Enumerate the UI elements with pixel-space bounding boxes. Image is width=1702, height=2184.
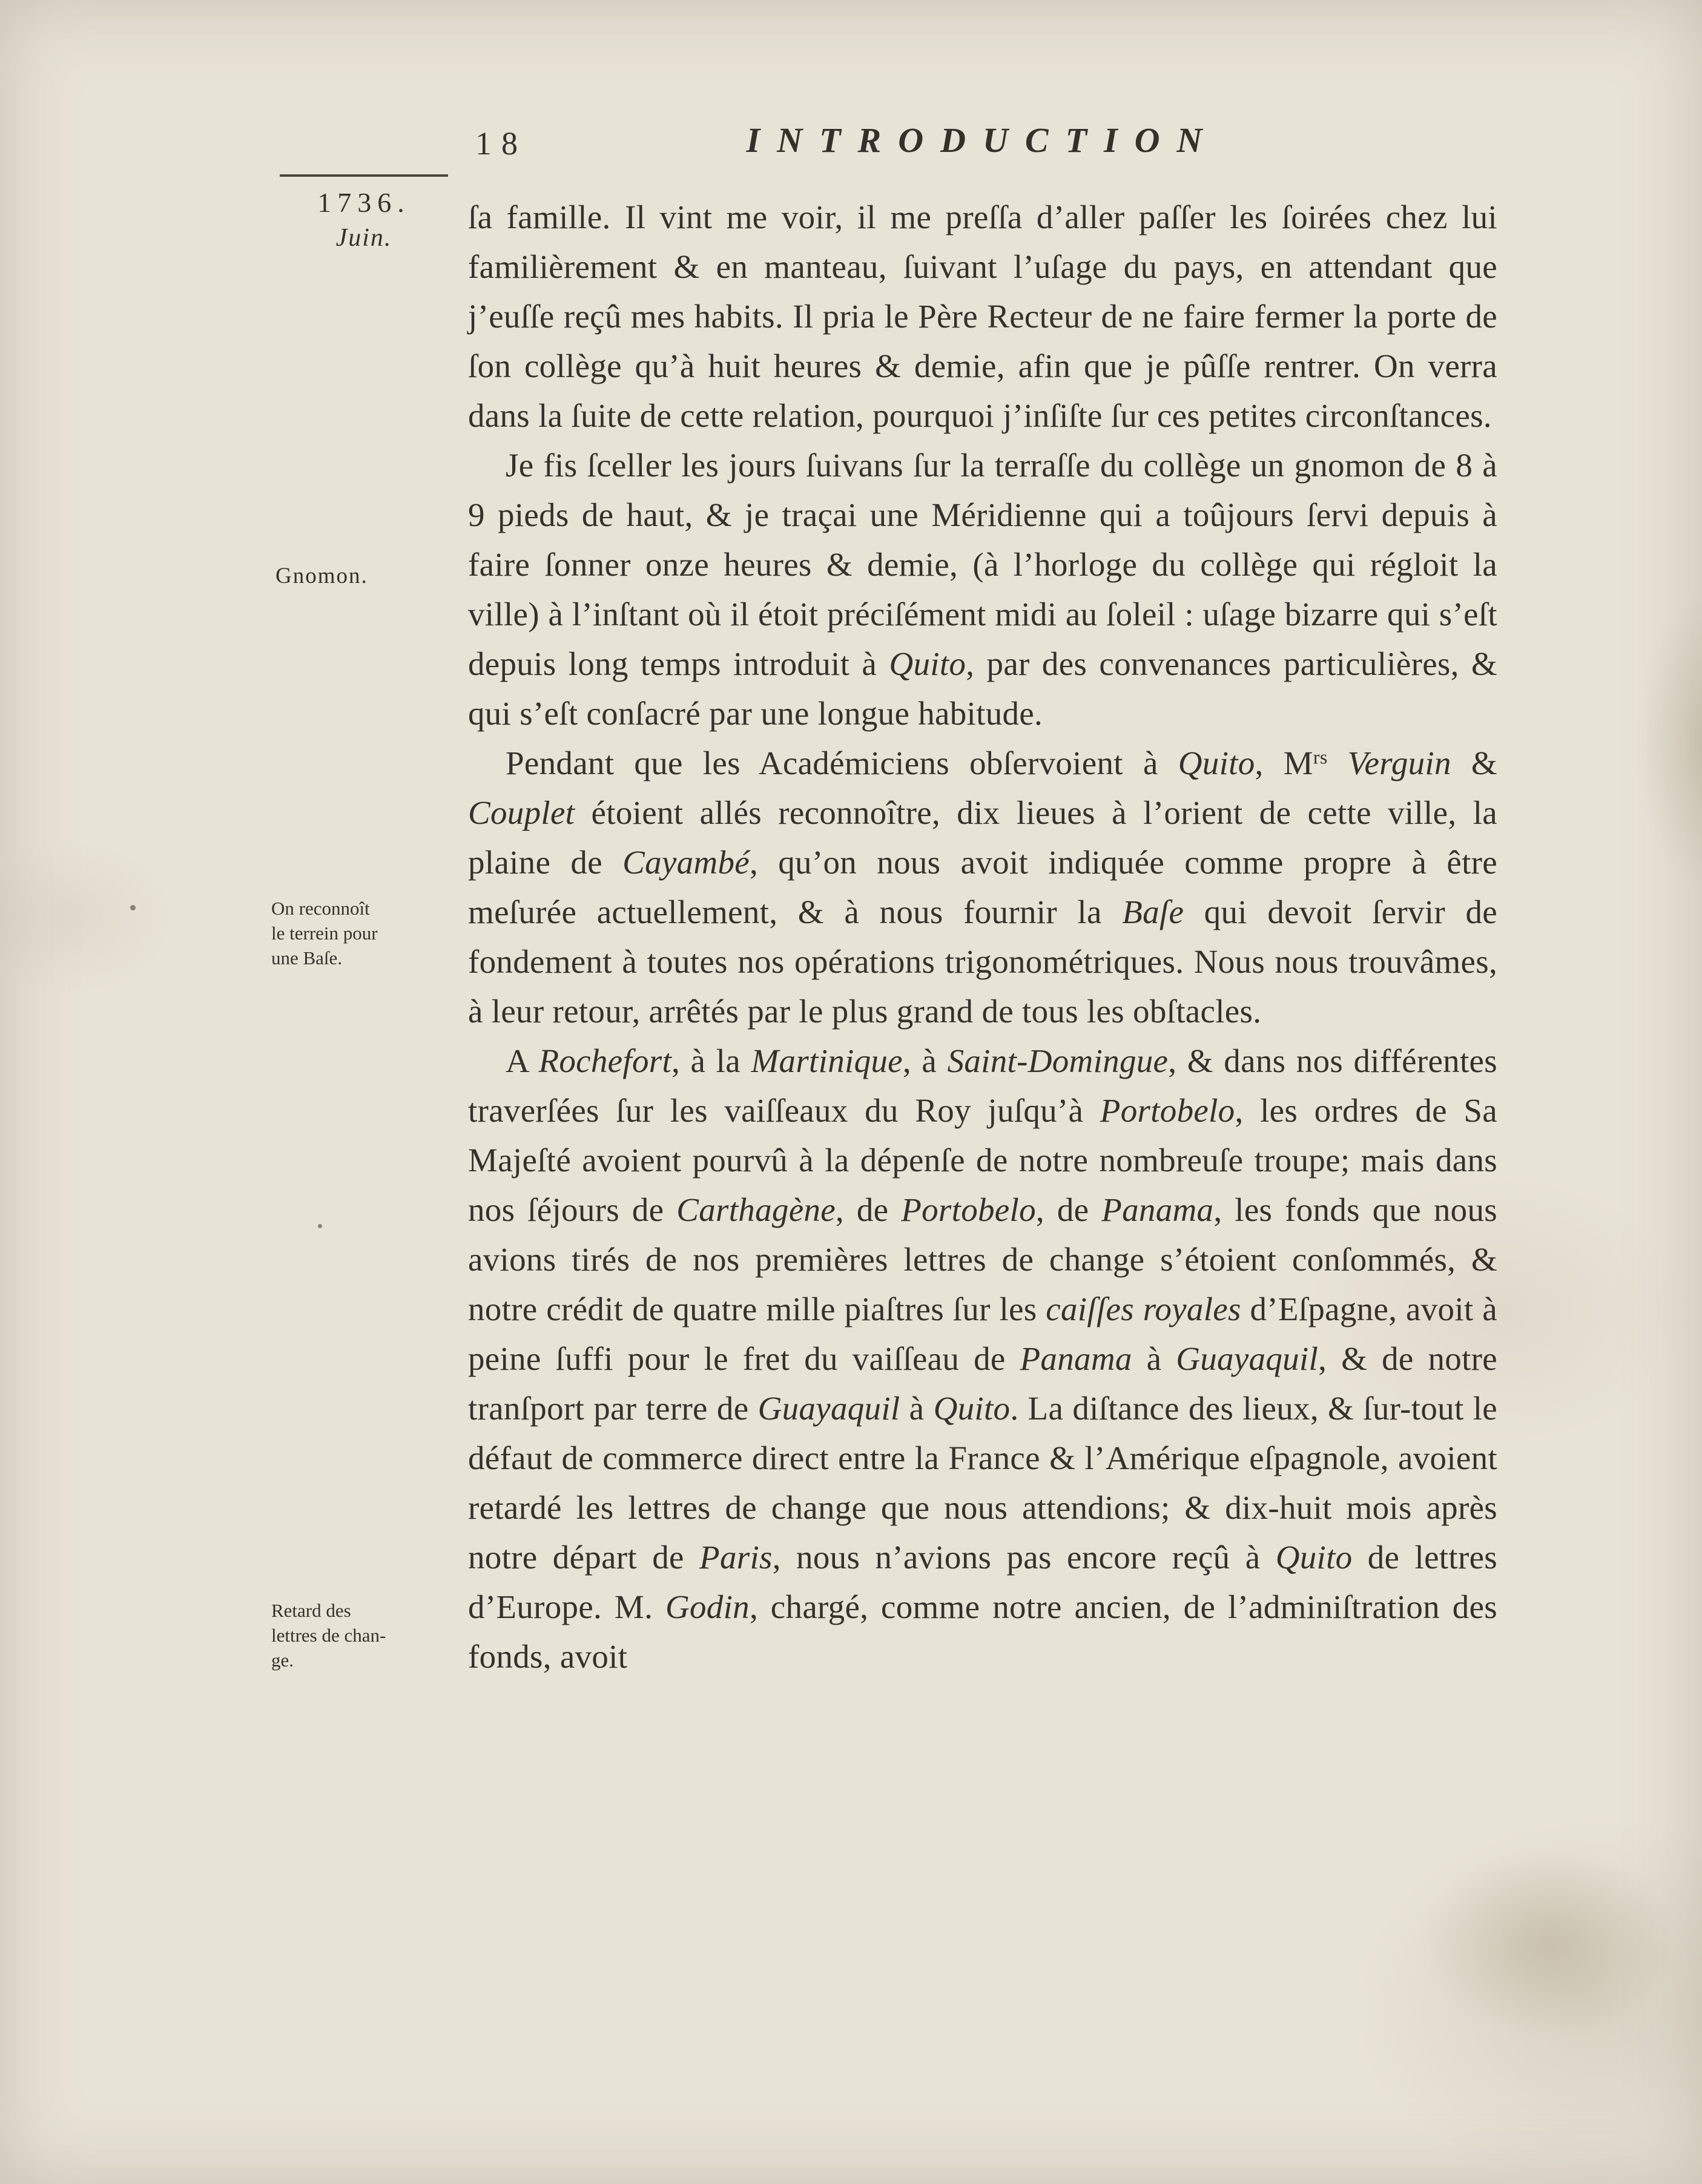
text-run: , les ordres de Sa Majeſté avoient pourvû à la dépenſe de notre nombreuſe troupe; mais dans nos ſéjours de <box>468 1092 1498 1228</box>
italic-text: Rochefort <box>538 1042 672 1079</box>
italic-text: caiſſes royales <box>1046 1291 1241 1327</box>
italic-text: Guayaquil <box>757 1390 900 1427</box>
text-run <box>1328 745 1348 781</box>
italic-text: Martinique <box>751 1042 903 1079</box>
italic-text: Portobelo <box>901 1191 1036 1228</box>
margin-note-base-line2: le terrein pour <box>271 923 378 944</box>
margin-note-year: 1736. <box>317 187 411 218</box>
paragraph <box>468 738 1497 1036</box>
italic-text: Quito <box>933 1390 1011 1427</box>
italic-text: Verguin <box>1347 745 1451 781</box>
italic-text: Panama <box>1020 1340 1132 1377</box>
text-run: , & de notre tranſport par terre de <box>468 1340 1497 1427</box>
text-run: , de <box>1035 1191 1102 1228</box>
text-run: , nous n’avions pas encore reçû à <box>772 1539 1276 1576</box>
paper-speck <box>130 905 136 910</box>
text-run: étoient allés reconnoître, dix lieues à l’orient de cette ville, la plaine de <box>468 794 1497 881</box>
margin-note-gnomon: Gnomon. <box>275 564 368 588</box>
margin-note-date <box>280 174 448 252</box>
margin-note-month: Juin. <box>335 224 392 252</box>
text-run: qui devoit ſervir de fondement à toutes nos opérations trigonométriques. Nous nous trouvâmes, à leur retour, arrêtés par le plus grand de tous les obſtacles. <box>468 893 1497 1030</box>
text-run: , à la <box>671 1042 751 1079</box>
italic-text: Cayambé <box>622 844 750 881</box>
italic-text: Couplet <box>468 794 575 831</box>
italic-text: Baſe <box>1122 893 1184 930</box>
italic-text: Guayaquil <box>1176 1340 1319 1377</box>
margin-note-retard <box>271 1598 459 1673</box>
text-run: , de <box>835 1191 902 1228</box>
text-run: . La diſtance des lieux, & ſur-tout le défaut de commerce direct entre la France & l’Amérique eſpagnole, avoient retardé les lettres de change que nous attendions; & dix-huit mois après notre départ de <box>468 1390 1497 1576</box>
text-run: , qu’on nous avoit indiquée comme propre à être meſurée actuellement, & à nous fournir la <box>468 844 1498 930</box>
text-run: , chargé, comme notre ancien, de l’adminiſtration des fonds, avoit <box>468 1588 1497 1675</box>
margin-note-retard-line2: lettres de chan- <box>271 1625 386 1646</box>
italic-text: Saint-Domingue <box>947 1042 1169 1079</box>
margin-note-retard-line1: Retard des <box>271 1600 351 1621</box>
paragraph <box>468 1036 1497 1682</box>
page-number: 18 <box>475 125 527 162</box>
margin-note-base-line1: On reconnoît <box>271 898 370 919</box>
text-run: , les fonds que nous avions tirés de nos premières lettres de change s’étoient conſommés, & notre crédit de quatre mille piaſtres ſur les <box>468 1191 1497 1327</box>
paragraph <box>468 192 1497 441</box>
superscript-text: rs <box>1313 746 1328 768</box>
text-run: Je fis ſceller les jours ſuivans ſur la terraſſe du collège un gnomon de 8 à 9 pieds de haut, & je traçai une Méridienne qui a toûjours ſervi depuis à faire ſonner onze heures & demie, (à l’horloge du collège qui régloit la ville) à l’inſtant où il étoit préciſément midi au ſoleil : uſage bizarre qui s’eſt depuis long temps introduit à <box>468 447 1497 682</box>
text-run: Pendant que les Académiciens obſervoient à <box>506 745 1178 781</box>
text-run: à <box>1132 1340 1176 1377</box>
italic-text: Godin <box>665 1588 750 1625</box>
paper-speck <box>318 1224 322 1228</box>
italic-text: Paris <box>699 1539 773 1576</box>
text-run: à <box>900 1390 934 1427</box>
text-run: d’Eſpagne, avoit à peine ſuffi pour le fret du vaiſſeau de <box>468 1291 1497 1377</box>
italic-text: Quito <box>1275 1539 1353 1576</box>
margin-note-base <box>271 896 459 970</box>
running-header <box>468 120 1497 174</box>
italic-text: Panama <box>1101 1191 1214 1228</box>
text-run: , M <box>1255 745 1313 781</box>
page-header-title: INTRODUCTION <box>746 120 1219 160</box>
italic-text: Quito <box>1178 745 1255 781</box>
body-text <box>468 192 1497 1682</box>
text-run: , à <box>902 1042 948 1079</box>
text-run: ſa famille. Il vint me voir, il me preſſa d’aller paſſer les ſoirées chez lui familièrement & en manteau, ſuivant l’uſage du pays, en attendant que j’euſſe reçû mes habits. Il pria le Père Recteur de ne faire fermer la porte de ſon collège qu’à huit heures & demie, afin que je pûſſe rentrer. On verra dans la ſuite de cette relation, pourquoi j’inſiſte ſur ces petites circonſtances. <box>468 199 1497 434</box>
italic-text: Quito <box>889 645 966 682</box>
text-run: de lettres d’Europe. M. <box>468 1539 1497 1625</box>
paragraph <box>468 441 1497 738</box>
text-run: A <box>506 1042 539 1079</box>
text-run: & <box>1451 745 1497 781</box>
italic-text: Portobelo <box>1100 1092 1235 1129</box>
margin-note-retard-line3: ge. <box>271 1650 294 1671</box>
italic-text: Carthagène <box>676 1191 836 1228</box>
text-run: , par des convenances particulières, & qui s’eſt conſacré par une longue habitude. <box>468 645 1497 732</box>
margin-note-base-line3: une Baſe. <box>271 947 343 969</box>
text-run: , & dans nos différentes traverſées ſur les vaiſſeaux du Roy juſqu’à <box>468 1042 1497 1129</box>
